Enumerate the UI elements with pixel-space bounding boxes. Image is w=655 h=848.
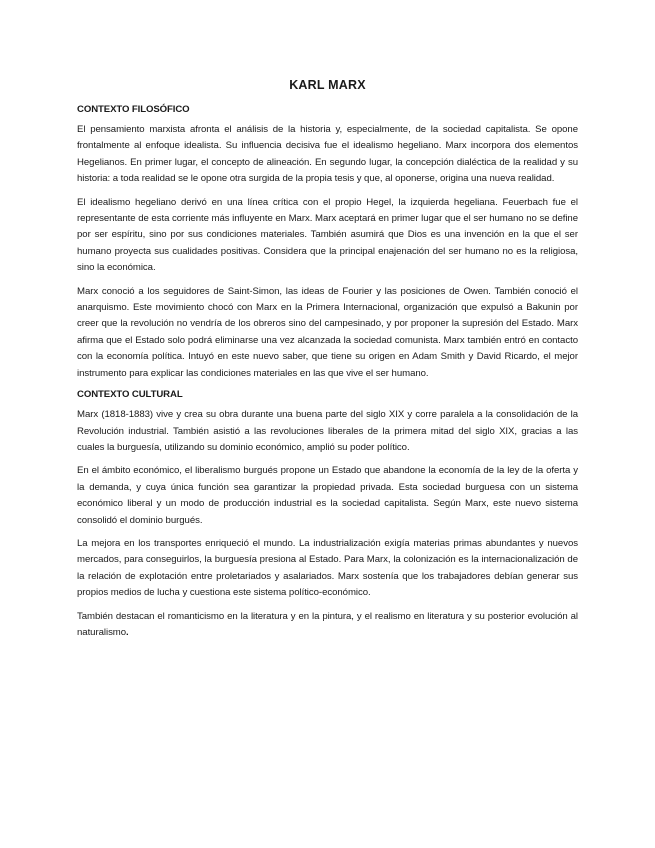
section-contexto-cultural xyxy=(77,389,578,641)
paragraph: La mejora en los transportes enriqueció el mundo. La industrialización exigía materias primas abundantes y nuevos mercados, para conseguirlos, la burguesía presiona al Estado. Para Marx, la colonización es la internacionalización de la relación de explotación entre proletariados y asalariados. Marx sostenía que los trabajadores debían generar sus propios medios de lucha y cuestiona este sistema político-económico. xyxy=(77,537,578,599)
section-heading: CONTEXTO FILOSÓFICO xyxy=(77,104,190,115)
document-title: KARL MARX xyxy=(289,78,366,92)
paragraph: El idealismo hegeliano derivó en una línea crítica con el propio Hegel, la izquierda hegeliana. Feuerbach fue el representante de esta corriente más influyente en Marx. Marx aceptará en primer lugar que el ser humano no se define por ser espíritu, sino por sus condiciones materiales. También asumirá que Dios es una invención en la que el ser humano proyecta sus cualidades positivas. Considera que la principal enajenación del ser humano no es la religiosa, sino la económica. xyxy=(77,196,578,274)
final-period: . xyxy=(126,626,129,638)
document-page xyxy=(77,78,578,648)
paragraph-text: También destacan el romanticismo en la literatura y en la pintura, y el realismo en literatura y su posterior evolución al naturalismo xyxy=(77,610,578,638)
paragraph: Marx conoció a los seguidores de Saint-Simon, las ideas de Fourier y las posiciones de Owen. También conoció el anarquismo. Este movimiento chocó con Marx en la Primera Internacional, organización que expulsó a Bakunin por creer que la revolución no vendría de los obreros sino del campesinado, y por proponer la supresión del Estado. Marx afirma que el Estado solo podrá eliminarse una vez alcanzada la sociedad comunista. Marx también entró en contacto con la economía política. Intuyó en este nuevo saber, que tiene su origen en Adam Smith y David Ricardo, el mejor instrumento para explicar las condiciones materiales en las que vive el ser humano. xyxy=(77,285,578,379)
paragraph-last xyxy=(77,609,578,642)
paragraph: Marx (1818-1883) vive y crea su obra durante una buena parte del siglo XIX y corre paralela a la consolidación de la Revolución industrial. También asistió a las revoluciones liberales de la primera mitad del siglo XIX, gracias a las cuales la burguesía, utilizando su dominio económico, amplió su poder político. xyxy=(77,409,578,453)
section-heading: CONTEXTO CULTURAL xyxy=(77,389,183,401)
paragraph: El pensamiento marxista afronta el análisis de la historia y, especialmente, de la sociedad capitalista. Se opone frontalmente al enfoque idealista. Su influencia decisiva fue el idealismo hegeliano. Marx incorpora dos elementos Hegelianos. En primer lugar, el concepto de alineación. En segundo lugar, la concepción dialéctica de la realidad y su historia: a toda realidad se le opone otra surgida de la propia tesis y que, al oponerse, origina una nueva realidad. xyxy=(77,124,578,185)
section-contexto-filosofico xyxy=(77,104,578,382)
paragraph: En el ámbito económico, el liberalismo burgués propone un Estado que abandone la economía de la ley de la oferta y la demanda, y cuya única función sea garantizar la propiedad privada. Esta sociedad burguesa con un sistema económico liberal y un modo de producción industrial es la sociedad capitalista. Según Marx, este nuevo sistema consolidó el dominio burgués. xyxy=(77,465,578,526)
